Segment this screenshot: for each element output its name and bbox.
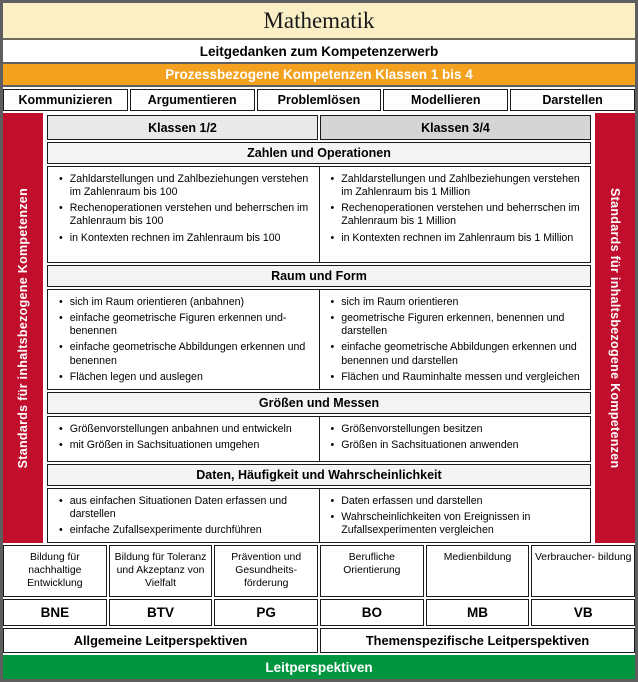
leitperspektive-vb-name: Verbraucher- bildung: [531, 545, 635, 597]
section-header-zahlen-und-operationen: Zahlen und Operationen: [47, 142, 591, 164]
standard-text: einfache geometrische Abbildungen erkennen und benennen: [69, 341, 306, 367]
allgemeine-leitperspektiven-label: Allgemeine Leitperspektiven: [3, 628, 318, 653]
process-cell-kommunizieren: Kommunizieren: [3, 89, 128, 111]
standard-item: [324, 341, 583, 367]
standard-text: Größen in Sachsituationen anwenden: [341, 439, 519, 452]
standard-item: [324, 202, 583, 228]
leitperspektive-btv-name: Bildung für Toleranz und Akzeptanz von Vielfalt: [109, 545, 213, 597]
standards-main-area: [3, 113, 635, 543]
bullet-icon: •: [330, 370, 335, 383]
leitperspektive-btv-abbr: BTV: [109, 599, 213, 626]
standard-text: geometrische Figuren erkennen, benennen und darstellen: [341, 312, 565, 338]
bullet-icon: •: [330, 312, 335, 325]
raum-klassen-1-2-list: [48, 290, 319, 389]
leitperspektiven-abbr-row: [3, 599, 635, 626]
zahlen-klassen-1-2-list: [48, 167, 319, 262]
leitperspektive-pg-abbr: PG: [214, 599, 318, 626]
process-competences-title: Prozessbezogene Kompetenzen Klassen 1 bis 4: [165, 67, 473, 82]
standard-text: Größenvorstellungen anbahnen und entwickeln: [69, 423, 292, 435]
standard-text: Größenvorstellungen besitzen: [341, 423, 483, 435]
standard-item: [324, 173, 583, 199]
groessen-klassen-1-2-list: [48, 417, 319, 461]
bullet-icon: •: [330, 341, 335, 354]
standard-item: [52, 439, 311, 452]
leitperspektiven-area: [3, 543, 635, 679]
standard-item: [324, 439, 583, 452]
subject-title-band: [3, 3, 635, 40]
bullet-icon: •: [59, 423, 63, 435]
leitperspektive-mb-name: Medienbildung: [426, 545, 530, 597]
grade-header-klassen-1-2: Klassen 1/2: [47, 115, 318, 140]
bullet-icon: •: [330, 439, 335, 452]
bullet-icon: •: [59, 370, 63, 383]
bullet-icon: •: [330, 511, 335, 524]
daten-klassen-3-4-list: [319, 489, 591, 542]
bullet-icon: •: [59, 296, 63, 308]
standard-text: Rechenoperationen verstehen und beherrschen im Zahlenraum bis 100: [69, 202, 309, 228]
standard-item: [52, 173, 311, 199]
standard-text: Zahldarstellungen und Zahlbeziehungen verstehen im Zahlenraum bis 100: [69, 173, 309, 199]
leitperspektive-vb-abbr: VB: [531, 599, 635, 626]
standard-item: [52, 524, 311, 537]
section-body-raum-und-form: [47, 289, 591, 390]
standard-text: einfache Zufallsexperimente durchführen: [69, 524, 262, 537]
section-header-daten-haeufigkeit-wahrscheinlichkeit: Daten, Häufigkeit und Wahrscheinlichkeit: [47, 464, 591, 486]
standard-item: [52, 202, 311, 228]
bullet-icon: •: [59, 231, 63, 244]
standard-text: Zahldarstellungen und Zahlbeziehungen verstehen im Zahlenraum bis 1 Million: [341, 173, 580, 199]
bullet-icon: •: [59, 312, 63, 325]
process-competences-row: [3, 87, 635, 113]
standard-text: Flächen legen und auslegen: [69, 370, 203, 383]
bullet-icon: •: [330, 296, 335, 308]
standard-text: sich im Raum orientieren: [341, 296, 459, 308]
leitperspektiven-footer-band: [3, 655, 635, 679]
standard-item: [324, 495, 583, 508]
standard-item: [324, 232, 583, 245]
standard-item: [324, 296, 583, 309]
standard-text: aus einfachen Situationen Daten erfassen und darstellen: [69, 495, 288, 521]
standard-item: [324, 371, 583, 384]
bullet-icon: •: [59, 202, 63, 215]
leitperspektive-bo-name: Berufliche Orientierung: [320, 545, 424, 597]
daten-klassen-1-2-list: [48, 489, 319, 542]
section-body-daten-haeufigkeit-wahrscheinlichkeit: [47, 488, 591, 543]
bullet-icon: •: [59, 495, 63, 507]
standards-content: [47, 113, 591, 543]
standard-item: [324, 511, 583, 537]
standard-item: [52, 341, 311, 367]
zahlen-klassen-3-4-list: [319, 167, 591, 262]
standard-text: in Kontexten rechnen im Zahlenraum bis 100: [69, 231, 281, 244]
section-header-raum-und-form: Raum und Form: [47, 265, 591, 287]
standard-text: einfache geometrische Figuren erkennen und-benennen: [69, 312, 287, 338]
standard-text: Wahrscheinlichkeiten von Ereignissen in Zufallsexperimenten vergleichen: [341, 511, 531, 537]
bullet-icon: •: [59, 439, 63, 452]
bullet-icon: •: [59, 524, 63, 537]
section-body-zahlen-und-operationen: [47, 166, 591, 263]
bullet-icon: •: [330, 173, 335, 185]
process-cell-darstellen: Darstellen: [510, 89, 635, 111]
subject-title: Mathematik: [263, 7, 375, 33]
leitgedanken-band: [3, 40, 635, 64]
left-standards-sidebar-label: Standards für inhaltsbezogene Kompetenzen: [16, 187, 30, 469]
standard-item: [52, 312, 311, 338]
standard-item: [52, 495, 311, 521]
process-competences-band: [3, 64, 635, 87]
standard-item: [324, 423, 583, 436]
standard-text: Flächen und Rauminhalte messen und vergleichen: [341, 370, 580, 383]
standard-item: [324, 312, 583, 338]
leitperspektive-pg-name: Prävention und Gesundheits- förderung: [214, 545, 318, 597]
bullet-icon: •: [330, 423, 335, 435]
bullet-icon: •: [59, 173, 63, 185]
grade-header-klassen-3-4: Klassen 3/4: [320, 115, 591, 140]
standard-item: [52, 232, 311, 245]
right-standards-sidebar-label: Standards für inhaltsbezogene Kompetenzen: [608, 187, 622, 469]
leitperspektive-bo-abbr: BO: [320, 599, 424, 626]
standard-item: [52, 423, 311, 436]
leitperspektive-bne-name: Bildung für nachhaltige Entwicklung: [3, 545, 107, 597]
section-body-groessen-und-messen: [47, 416, 591, 462]
raum-klassen-3-4-list: [319, 290, 591, 389]
standard-text: sich im Raum orientieren (anbahnen): [69, 296, 245, 308]
bullet-icon: •: [330, 202, 335, 215]
groessen-klassen-3-4-list: [319, 417, 591, 461]
left-standards-sidebar: [3, 113, 43, 543]
standard-text: in Kontexten rechnen im Zahlenraum bis 1 Million: [341, 231, 574, 244]
standard-item: [52, 371, 311, 384]
right-standards-sidebar: [595, 113, 635, 543]
standard-text: Daten erfassen und darstellen: [341, 495, 483, 507]
bullet-icon: •: [59, 341, 63, 354]
leitperspektive-mb-abbr: MB: [426, 599, 530, 626]
leitperspektive-bne-abbr: BNE: [3, 599, 107, 626]
standard-text: Rechenoperationen verstehen und beherrschen im Zahlenraum bis 1 Million: [341, 202, 580, 228]
bullet-icon: •: [330, 231, 335, 244]
process-cell-argumentieren: Argumentieren: [130, 89, 255, 111]
process-cell-modellieren: Modellieren: [383, 89, 508, 111]
standard-text: mit Größen in Sachsituationen umgehen: [69, 439, 260, 452]
leitperspektiven-names-row: [3, 545, 635, 597]
leitperspektiven-footer-label: Leitperspektiven: [265, 659, 373, 675]
leitperspektiven-groups-row: [3, 628, 635, 653]
grade-columns-header: [47, 115, 591, 140]
themenspezifische-leitperspektiven-label: Themenspezifische Leitperspektiven: [320, 628, 635, 653]
standard-text: einfache geometrische Abbildungen erkennen und benennen und darstellen: [341, 341, 577, 367]
bullet-icon: •: [330, 495, 335, 507]
section-header-groessen-und-messen: Größen und Messen: [47, 392, 591, 414]
process-cell-problemloesen: Problemlösen: [257, 89, 382, 111]
leitgedanken-label: Leitgedanken zum Kompetenzerwerb: [199, 43, 439, 59]
standard-item: [52, 296, 311, 309]
